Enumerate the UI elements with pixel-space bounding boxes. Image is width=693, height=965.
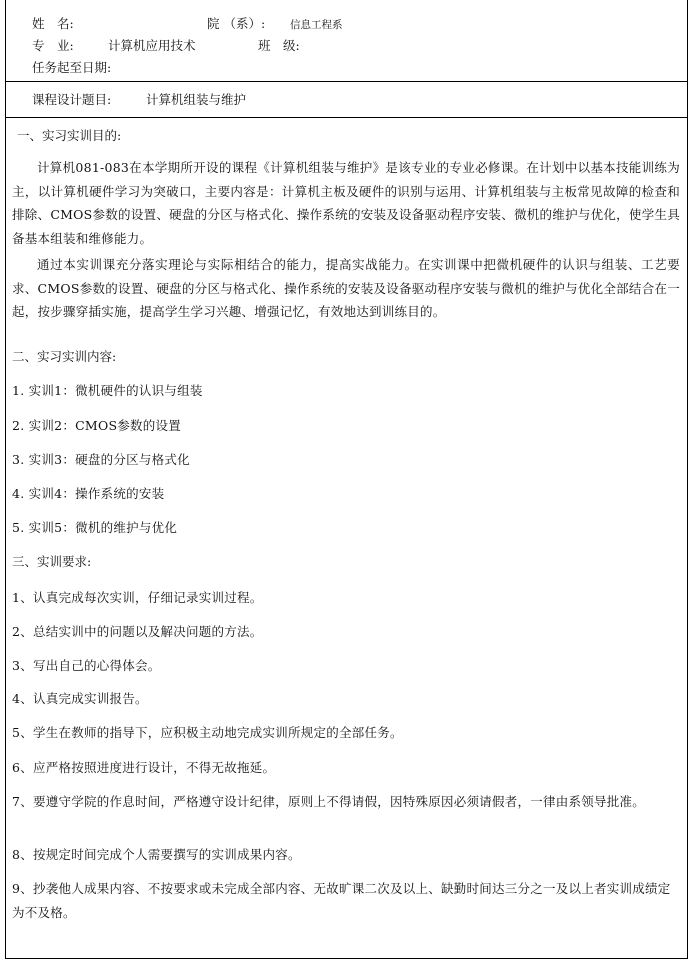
section1-paragraph-2: 通过本实训课充分落实理论与实际相结合的能力，提高实战能力。在实训课中把微机硬件的认识与组装、工艺要求、CMOS参数的设置、硬盘的分区与格式化、操作系统的安装及设备驱动程序安装与微机的维护与优化全部结合在一起，按步骤穿插实施，提高学生学习兴趣、增强记忆，有效地达到训练目的。 [12,257,680,319]
section2-item-3: 3. 实训3：硬盘的分区与格式化 [12,452,190,467]
dates-label: 任务起至日期: [32,60,112,75]
section3-item-8: 8、按规定时间完成个人需要撰写的实训成果内容。 [12,847,301,862]
section3-item-5: 5、学生在教师的指导下，应积极主动地完成实训所规定的全部任务。 [12,725,403,740]
section2-item-1: 1. 实训1：微机硬件的认识与组装 [12,383,203,398]
section3-heading: 三、实训要求: [12,554,92,569]
major-value: 计算机应用技术 [108,38,196,53]
divider-topic [5,117,688,118]
section3-item-2: 2、总结实训中的问题以及解决问题的方法。 [12,624,263,639]
name-label: 姓 名: [32,16,74,31]
major-label: 专 业: [32,38,74,53]
section2-item-5: 5. 实训5：微机的维护与优化 [12,520,178,535]
class-label: 班 级: [258,38,300,53]
section2-heading: 二、实习实训内容: [12,349,117,364]
college-label: 院 （系）: [207,16,266,31]
topic-value: 计算机组装与维护 [146,92,247,107]
section2-item-4: 4. 实训4：操作系统的安装 [12,486,165,501]
section3-item-9: 9、抄袭他人成果内容、不按要求或未完成全部内容、无故旷课二次及以上、缺勤时间达三分之一及以上者实训成绩定为不及格。 [12,881,671,920]
section3-item-4: 4、认真完成实训报告。 [12,691,148,706]
section3-item-3: 3、写出自己的心得体会。 [12,658,161,673]
divider-header [5,81,688,82]
topic-label: 课程设计题目: [32,92,112,107]
college-value: 信息工程系 [290,19,343,31]
section3-item-1: 1、认真完成每次实训，仔细记录实训过程。 [12,590,263,605]
section2-item-2: 2. 实训2：CMOS参数的设置 [12,418,182,433]
section1-heading: 一、实习实训目的: [17,128,122,143]
section3-item-6: 6、应严格按照进度进行设计，不得无故拖延。 [12,760,276,775]
section1-paragraph-1: 计算机081-083在本学期所开设的课程《计算机组装与维护》是该专业的专业必修课。在计划中以基本技能训练为主，以计算机硬件学习为突破口，主要内容是：计算机主板及硬件的识别与运用、计算机组装与主板常见故障的检查和排除、CMOS参数的设置、硬盘的分区与格式化、操作系统的安装及设备驱动程序安装、微机的维护与优化，使学生具备基本组装和维修能力。 [12,160,680,246]
section3-item-7: 7、要遵守学院的作息时间，严格遵守设计纪律，原则上不得请假，因特殊原因必须请假者，一律由系领导批准。 [12,794,645,809]
